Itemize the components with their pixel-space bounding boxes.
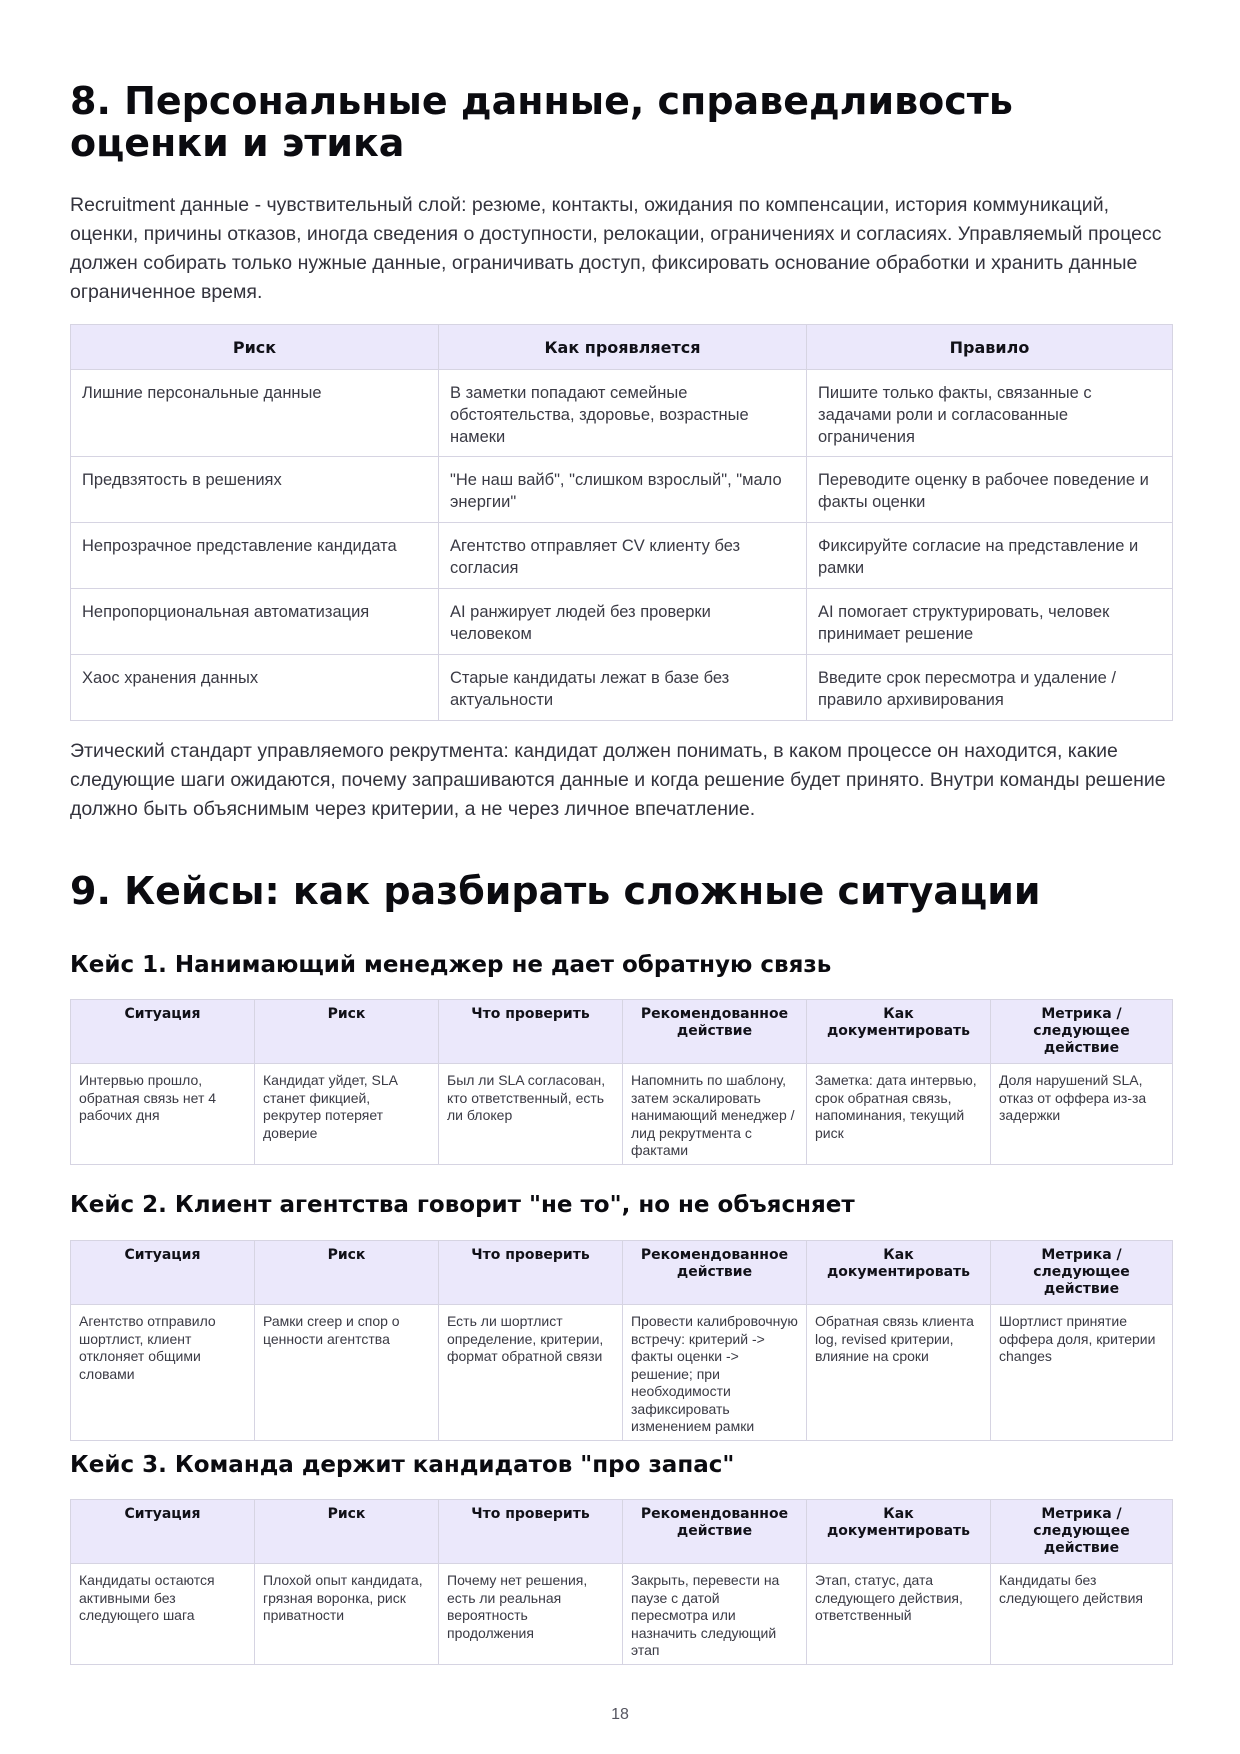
column-header: Ситуация (71, 1241, 255, 1305)
table-cell: Хаос хранения данных (71, 655, 439, 721)
column-header: Что проверить (439, 1500, 623, 1564)
case-3-table (70, 1499, 1173, 1665)
table-cell: Кандидат уйдет, SLA станет фикцией, рекрутер потеряет доверие (255, 1064, 439, 1165)
page-number: 18 (611, 1706, 629, 1723)
column-header: Рекомендованное действие (623, 1241, 807, 1305)
table-cell: Этап, статус, дата следующего действия, ответственный (807, 1564, 991, 1665)
table-cell: Обратная связь клиента log, revised критерии, влияние на сроки (807, 1305, 991, 1441)
case-3-title: Кейс 3. Команда держит кандидатов "про запас" (70, 1452, 735, 1478)
column-header: Риск (71, 325, 439, 370)
column-header: Как документировать (807, 1000, 991, 1064)
table-cell: Агентство отправляет CV клиенту без согласия (439, 523, 807, 589)
table-cell: Заметка: дата интервью, срок обратная связь, напоминания, текущий риск (807, 1064, 991, 1165)
table-cell: Рамки creep и спор о ценности агентства (255, 1305, 439, 1441)
case-table-header (71, 1000, 1173, 1064)
column-header: Метрика / следующее действие (991, 1241, 1173, 1305)
column-header: Рекомендованное действие (623, 1500, 807, 1564)
case-table-header (71, 1241, 1173, 1305)
table-cell: Кандидаты без следующего действия (991, 1564, 1173, 1665)
case-2-title: Кейс 2. Клиент агентства говорит "не то", но не объясняет (70, 1192, 855, 1218)
case-1-table (70, 999, 1173, 1165)
column-header: Правило (807, 325, 1173, 370)
table-cell: Интервью прошло, обратная связь нет 4 рабочих дня (71, 1064, 255, 1165)
column-header: Как документировать (807, 1500, 991, 1564)
risk-table (70, 324, 1173, 721)
table-cell: Шортлист принятие оффера доля, критерии changes (991, 1305, 1173, 1441)
column-header: Как документировать (807, 1241, 991, 1305)
section-8-intro: Recruitment данные - чувствительный слой: резюме, контакты, ожидания по компенсации, история коммуникаций, оценки, причины отказов, иногда сведения о доступности, релокации, ограничениях и согласиях. Управляемый процесс должен собирать только нужные данные, ограничивать доступ, фиксировать основание обработки и хранить данные ограниченное время. (70, 194, 1162, 303)
table-row (71, 1064, 1173, 1165)
table-cell: Старые кандидаты лежат в базе без актуальности (439, 655, 807, 721)
table-cell: Был ли SLA согласован, кто ответственный, есть ли блокер (439, 1064, 623, 1165)
column-header: Ситуация (71, 1000, 255, 1064)
table-cell: Напомнить по шаблону, затем эскалировать нанимающий менеджер / лид рекрутмента с фактами (623, 1064, 807, 1165)
column-header: Риск (255, 1500, 439, 1564)
table-row (71, 457, 1173, 523)
table-cell: Фиксируйте согласие на представление и рамки (807, 523, 1173, 589)
table-cell: Лишние персональные данные (71, 370, 439, 457)
table-cell: Почему нет решения, есть ли реальная вероятность продолжения (439, 1564, 623, 1665)
column-header: Что проверить (439, 1241, 623, 1305)
section-9-title: 9. Кейсы: как разбирать сложные ситуации (70, 869, 1041, 913)
table-row (71, 370, 1173, 457)
table-cell: Предвзятость в решениях (71, 457, 439, 523)
table-row (71, 1305, 1173, 1441)
table-row (71, 1564, 1173, 1665)
column-header: Риск (255, 1000, 439, 1064)
risk-table-header (71, 325, 1173, 370)
table-cell: "Не наш вайб", "слишком взрослый", "мало энергии" (439, 457, 807, 523)
column-header: Ситуация (71, 1500, 255, 1564)
case-2-table (70, 1240, 1173, 1441)
table-cell: Непропорциональная автоматизация (71, 589, 439, 655)
column-header: Как проявляется (439, 325, 807, 370)
table-cell: Непрозрачное представление кандидата (71, 523, 439, 589)
section-8-title: 8. Персональные данные, справедливость оценки и этика (70, 79, 1013, 165)
table-cell: Введите срок пересмотра и удаление / правило архивирования (807, 655, 1173, 721)
table-cell: Агентство отправило шортлист, клиент отклоняет общими словами (71, 1305, 255, 1441)
column-header: Риск (255, 1241, 439, 1305)
table-cell: Провести калибровочную встречу: критерий -> факты оценки -> решение; при необходимости зафиксировать изменением рамки (623, 1305, 807, 1441)
case-table-header (71, 1500, 1173, 1564)
table-cell: AI помогает структурировать, человек принимает решение (807, 589, 1173, 655)
column-header: Что проверить (439, 1000, 623, 1064)
section-8-outro: Этический стандарт управляемого рекрутмента: кандидат должен понимать, в каком процессе он находится, какие следующие шаги ожидаются, почему запрашиваются данные и когда решение будет принято. Внутри команды решение должно быть объяснимым через критерии, а не через личное впечатление. (70, 740, 1166, 820)
column-header: Метрика / следующее действие (991, 1000, 1173, 1064)
table-row (71, 655, 1173, 721)
column-header: Метрика / следующее действие (991, 1500, 1173, 1564)
table-cell: Переводите оценку в рабочее поведение и факты оценки (807, 457, 1173, 523)
table-cell: Кандидаты остаются активными без следующего шага (71, 1564, 255, 1665)
table-cell: Доля нарушений SLA, отказ от оффера из-за задержки (991, 1064, 1173, 1165)
table-cell: Есть ли шортлист определение, критерии, формат обратной связи (439, 1305, 623, 1441)
case-1-title: Кейс 1. Нанимающий менеджер не дает обратную связь (70, 952, 832, 978)
table-row (71, 589, 1173, 655)
table-cell: Закрыть, перевести на паузе с датой пересмотра или назначить следующий этап (623, 1564, 807, 1665)
column-header: Рекомендованное действие (623, 1000, 807, 1064)
table-cell: Плохой опыт кандидата, грязная воронка, риск приватности (255, 1564, 439, 1665)
table-cell: AI ранжирует людей без проверки человеком (439, 589, 807, 655)
table-cell: Пишите только факты, связанные с задачами роли и согласованные ограничения (807, 370, 1173, 457)
table-cell: В заметки попадают семейные обстоятельства, здоровье, возрастные намеки (439, 370, 807, 457)
table-row (71, 523, 1173, 589)
